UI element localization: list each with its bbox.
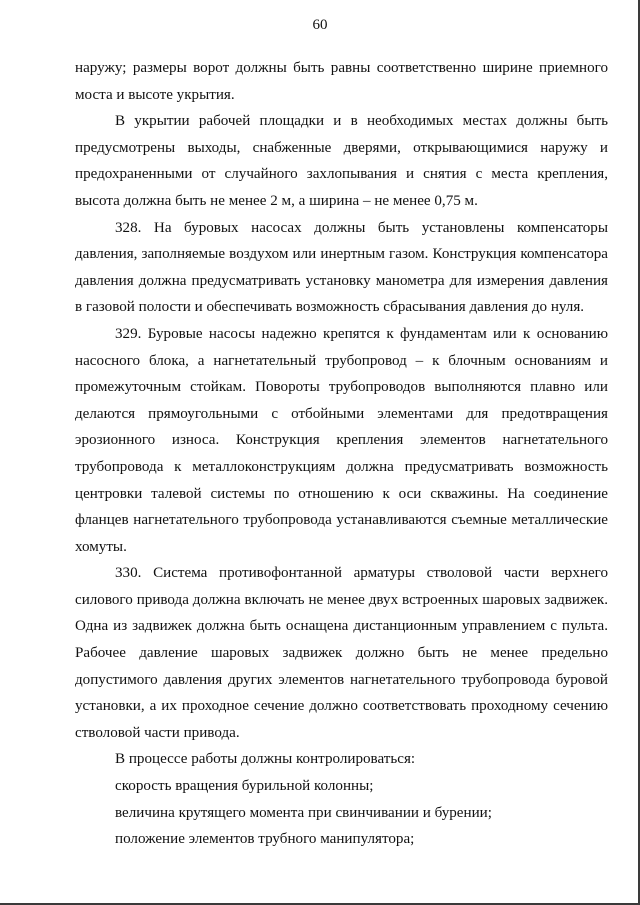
paragraph-329: 329. Буровые насосы надежно крепятся к фундаментам или к основанию насосного блока, а нагнетательный трубопровод – к блочным основаниям и промежуточным стойкам. Повороты трубопроводов выполняются плавно или делаются прямоугольными с отбойными элементами для предотвращения эрозионного износа. Конструкция крепления элементов нагнетательного трубопровода к металлоконструкциям должна предусматривать возможность центровки талевой системы по отношению к оси скважины. На соединение фланцев нагнетательного трубопровода устанавливаются съемные металлические хомуты. xyxy=(75,325,608,555)
list-item-rotation-speed: скорость вращения бурильной колонны; xyxy=(115,778,374,795)
paragraph-328: 328. На буровых насосах должны быть установлены компенсаторы давления, заполняемые воздухом или инертным газом. Конструкция компенсатора давления должна предусматривать установку манометра для измерения давления в газовой полости и обеспечивать возможность сбрасывания давления до нуля. xyxy=(75,219,608,316)
page-number: 60 xyxy=(312,17,328,33)
paragraph-330: 330. Система противофонтанной арматуры стволовой части верхнего силового привода должна включать не менее двух встроенных шаровых задвижек. Одна из задвижек должна быть оснащена дистанционным управлением с пульта. Рабочее давление шаровых задвижек должно быть не менее предельно допустимого давления других элементов нагнетательного трубопровода буровой установки, а их проходное сечение должно соответствовать проходному сечению стволовой части привода. xyxy=(75,565,608,741)
paragraph-continuation: наружу; размеры ворот должны быть равны соответственно ширине приемного моста и высоте укрытия. xyxy=(75,60,608,103)
list-item-torque: величина крутящего момента при свинчивании и бурении; xyxy=(115,804,492,821)
paragraph-exits: В укрытии рабочей площадки и в необходимых местах должны быть предусмотрены выходы, снабженные дверями, открывающимися наружу и предохраненными от случайного захлопывания и снятия с места крепления, высота должна быть не менее 2 м, а ширина – не менее 0,75 м. xyxy=(75,113,608,209)
paragraph-monitoring-intro: В процессе работы должны контролироваться: xyxy=(115,751,416,768)
list-item-manipulator-position: положение элементов трубного манипулятора; xyxy=(115,831,415,848)
document-body xyxy=(75,55,608,853)
